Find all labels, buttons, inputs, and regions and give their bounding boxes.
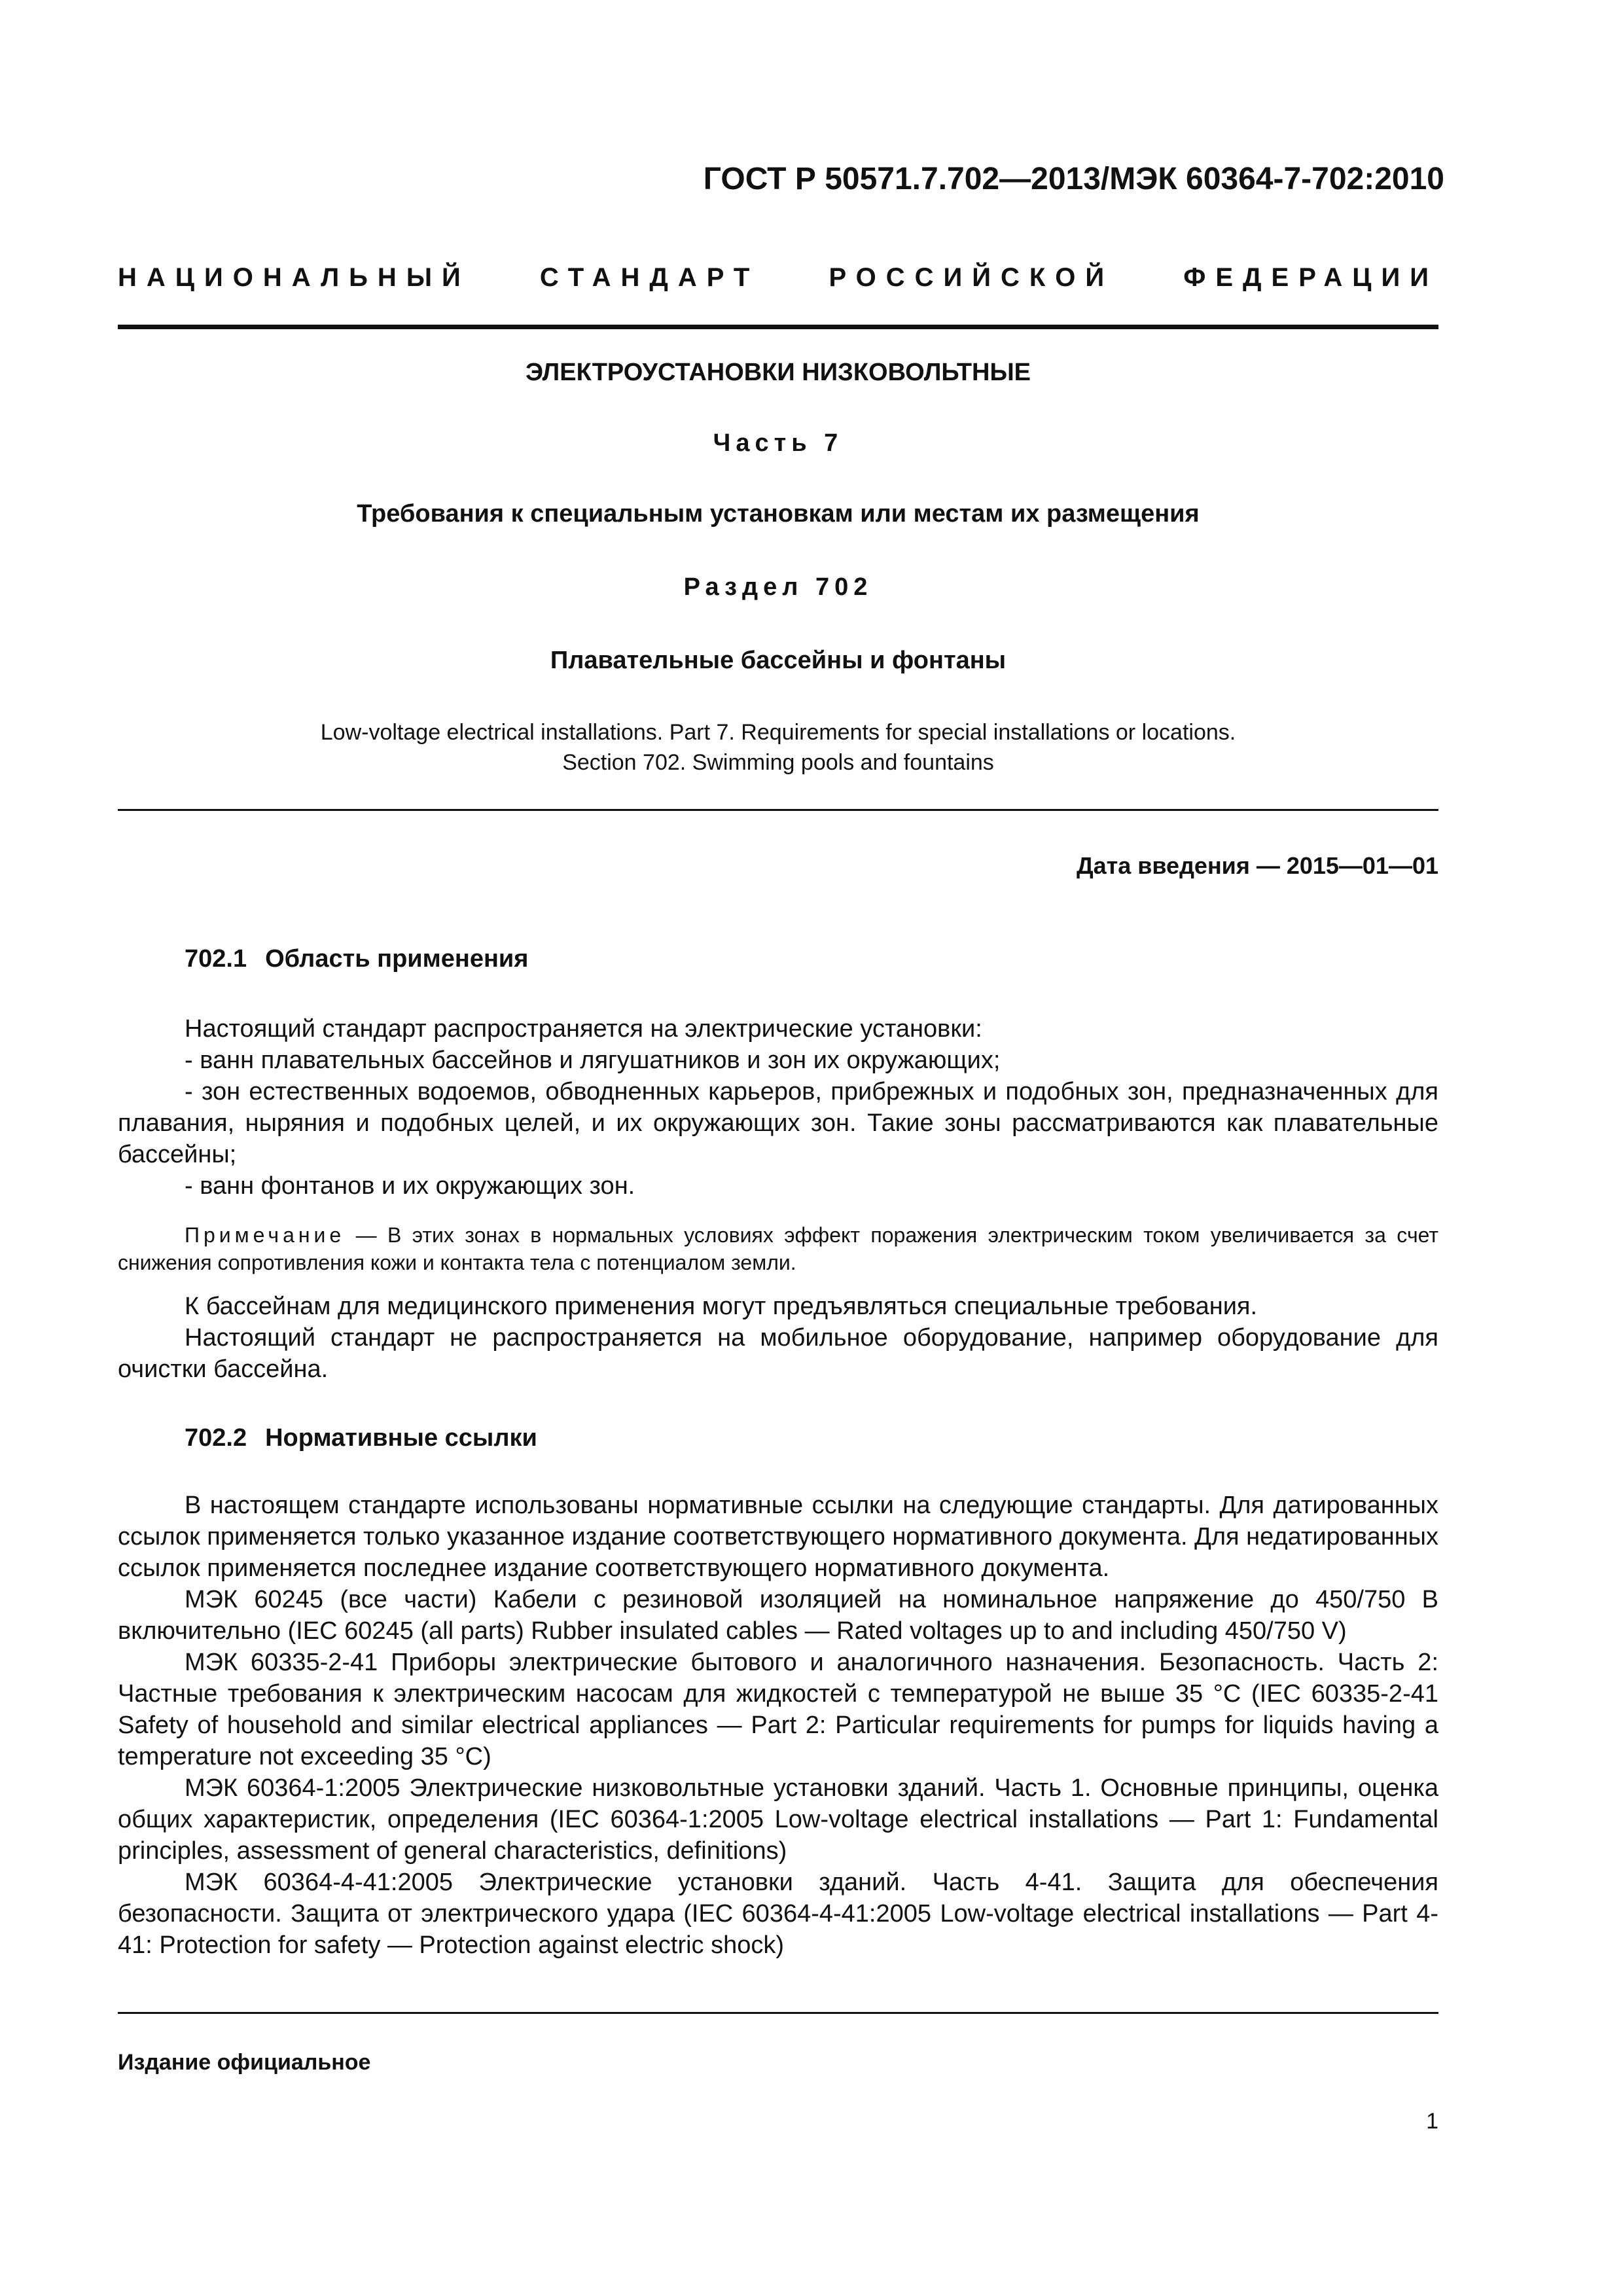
national-word: НАЦИОНАЛЬНЫЙ (118, 263, 471, 292)
paragraph: Настоящий стандарт не распространяется на мобильное оборудование, например оборудование для очистки бассейна. (118, 1324, 1438, 1383)
title-subject: Плавательные бассейны и фонтаны (550, 647, 1007, 674)
introduction-date: Дата введения — 2015—01—01 (1076, 852, 1438, 879)
page-number: 1 (1426, 2109, 1438, 2134)
reference-item: МЭК 60335-2-41 Приборы электрические бытового и аналогичного назначения. Безопасность. Часть 2: Частные требования к электрическим насосам для жидкостей с температурой не выше 35 °С (IEC 60335-2-41 Safety of household and similar electrical appliances — Part 2: Particular requirements for pumps for liquids having a temperature not exceeding 35 °C) (118, 1649, 1438, 1770)
list-item: - ванн плавательных бассейнов и лягушатников и зон их окружающих; (185, 1047, 1001, 1074)
section-number: 702.1 (185, 945, 247, 973)
section-number: 702.2 (185, 1424, 247, 1452)
section-heading-references (185, 1424, 537, 1452)
national-word: РОССИЙСКОЙ (829, 263, 1115, 292)
scope-note (118, 1221, 1438, 1276)
reference-item: МЭК 60245 (все части) Кабели с резиновой изоляцией на номинальное напряжение до 450/750 В включительно (IEC 60245 (all parts) Rubber insulated cables — Rated voltages up to and including 450/750 V) (118, 1586, 1438, 1645)
english-title-line-1: Low-voltage electrical installations. Part 7. Requirements for special installations or locations. (320, 720, 1236, 745)
paragraph: В настоящем стандарте использованы нормативные ссылки на следующие стандарты. Для датированных ссылок применяется только указанное издание соответствующего нормативного документа. Для недатированных ссылок применяется последнее издание соответствующего нормативного документа. (118, 1492, 1438, 1582)
title-part: Часть 7 (713, 429, 844, 457)
references-text (118, 1490, 1438, 1961)
scope-text (118, 1013, 1438, 1202)
official-edition-label: Издание официальное (118, 2050, 371, 2075)
reference-item: МЭК 60364-1:2005 Электрические низковольтные установки зданий. Часть 1. Основные принципы, оценка общих характеристик, определения (IEC 60364-1:2005 Low-voltage electrical installations — Part 1: Fundamental principles, assessment of general characteristics, definitions) (118, 1774, 1438, 1865)
title-main: ЭЛЕКТРОУСТАНОВКИ НИЗКОВОЛЬТНЫЕ (525, 359, 1031, 386)
national-standard-line (118, 263, 1438, 293)
header-divider (118, 325, 1438, 329)
title-requirements: Требования к специальным установкам или местам их размещения (357, 500, 1200, 528)
footer-divider (118, 2012, 1438, 2014)
section-heading-scope (185, 945, 528, 973)
national-word: СТАНДАРТ (539, 263, 760, 292)
note-label: Примечание (185, 1223, 346, 1247)
national-word: ФЕДЕРАЦИИ (1183, 263, 1438, 292)
reference-item: МЭК 60364-4-41:2005 Электрические установки зданий. Часть 4-41. Защита для обеспечения безопасности. Защита от электрического удара (IEC 60364-4-41:2005 Low-voltage electrical installations — Part 4-41: Protection for safety — Protection against electric shock) (118, 1869, 1438, 1959)
document-code: ГОСТ Р 50571.7.702—2013/МЭК 60364-7-702:2010 (703, 162, 1444, 196)
section-title: Область применения (265, 945, 529, 973)
note-text: — В этих зонах в нормальных условиях эффект поражения электрическим током увеличивается за счет снижения сопротивления кожи и контакта тела с потенциалом земли. (118, 1223, 1438, 1274)
paragraph: Настоящий стандарт распространяется на электрические установки: (185, 1015, 982, 1043)
title-divider (118, 809, 1438, 811)
scope-text-after (118, 1291, 1438, 1385)
list-item: - зон естественных водоемов, обводненных карьеров, прибрежных и подобных зон, предназначенных для плавания, ныряния и подобных целей, и их окружающих зон. Такие зоны рассматриваются как плавательные бассейны; (118, 1078, 1438, 1168)
title-section: Раздел 702 (683, 573, 873, 601)
english-title-line-2: Section 702. Swimming pools and fountains (562, 750, 994, 775)
section-title: Нормативные ссылки (265, 1424, 537, 1452)
paragraph: К бассейнам для медицинского применения могут предъявляться специальные требования. (185, 1293, 1258, 1320)
list-item: - ванн фонтанов и их окружающих зон. (185, 1172, 635, 1200)
